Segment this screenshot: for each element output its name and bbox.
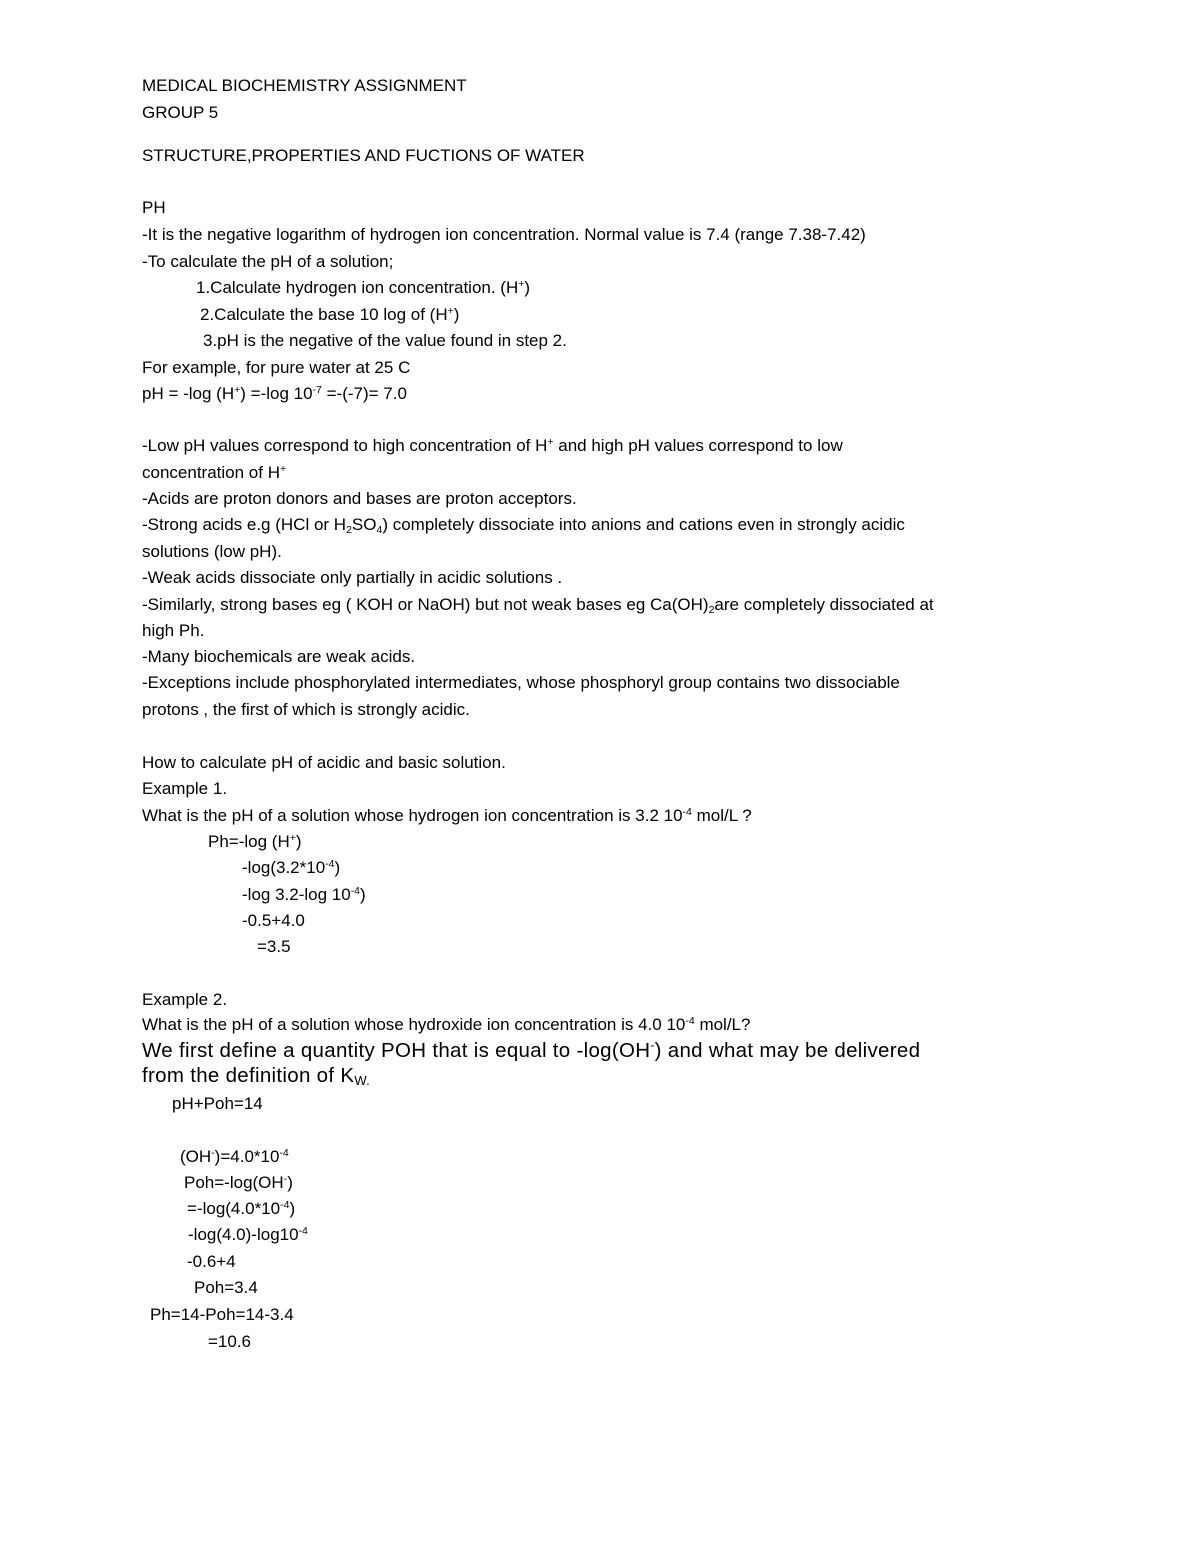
- note-strong-acids-cont: solutions (low pH).: [142, 542, 282, 561]
- example-1-step-3: -log 3.2-log $10^{-4}$): [242, 885, 366, 904]
- ph-definition: -It is the negative logarithm of hydrogen ion concentration. Normal value is 7.4 (range 7.38-7.42): [142, 225, 866, 244]
- poh-definition: We first define a quantity POH that is equal to -log(OH-) and what may be delivered: [142, 1038, 921, 1062]
- note-low-ph-cont: concentration of H+: [142, 463, 287, 482]
- example-2-result: =10.6: [208, 1332, 252, 1351]
- note-strong-bases-cont: high Ph.: [142, 621, 205, 640]
- example-2-step-2: $(OH^-)=4.0*10^{-4}$: [180, 1147, 289, 1166]
- note-strong-acids: -Strong acids e.g (HCl or $H_2SO_4$) completely dissociate into anions and cations even in strongly acidic: [142, 515, 905, 536]
- note-biochemicals: -Many biochemicals are weak acids.: [142, 647, 416, 666]
- note-acids-bases: -Acids are proton donors and bases are proton acceptors.: [142, 489, 577, 508]
- example-2-step-4: $=-\log(4.0*10^{-4})$: [187, 1199, 296, 1218]
- note-weak-acids: -Weak acids dissociate only partially in acidic solutions .: [142, 568, 563, 587]
- example-2-step-7: Poh=3.4: [194, 1278, 258, 1297]
- note-exceptions: -Exceptions include phosphorylated intermediates, whose phosphoryl group contains two dissociable: [142, 673, 900, 692]
- example-1-step-4: -0.5+4.0: [242, 911, 305, 930]
- ph-calc-intro: -To calculate the pH of a solution;: [142, 252, 394, 271]
- group-label: GROUP 5: [142, 103, 219, 122]
- example-intro: For example, for pure water at 25 C: [142, 358, 411, 377]
- note-low-ph: -Low pH values correspond to high concentration of H+ and high pH values correspond to low: [142, 436, 843, 455]
- example-2-step-3: Poh=-log(OH-): [184, 1173, 293, 1192]
- example-2-label: Example 2.: [142, 990, 228, 1009]
- example-equation: pH = -log (H+) =-log $10^{-7} =-(-7)= 7.0$: [142, 384, 407, 403]
- ph-step-1: 1.Calculate hydrogen ion concentration. (H+): [196, 278, 531, 297]
- ph-step-3: 3.pH is the negative of the value found in step 2.: [203, 331, 567, 350]
- note-exceptions-cont: protons , the first of which is strongly acidic.: [142, 700, 470, 719]
- note-strong-bases: -Similarly, strong bases eg ( KOH or NaOH) but not weak bases eg $Ca(OH)_2are$ completely dissociated at: [142, 595, 934, 616]
- example-1-step-2: $-\log(3.2*10^{-4})$: [242, 858, 341, 877]
- example-2-step-8: Ph=14-Poh=14-3.4: [150, 1305, 294, 1324]
- example-1-label: Example 1.: [142, 779, 228, 798]
- ph-step-2: 2.Calculate the base 10 log of (H+): [200, 305, 460, 324]
- calc-heading: How to calculate pH of acidic and basic solution.: [142, 753, 506, 772]
- example-1-result: =3.5: [257, 937, 291, 956]
- ph-heading: PH: [142, 198, 166, 217]
- document-title: MEDICAL BIOCHEMISTRY ASSIGNMENT: [142, 76, 467, 95]
- example-1-question: What is the pH of a solution whose hydrogen ion concentration is 3.2 $10^{-4}$ mol/L ?: [142, 806, 752, 825]
- example-1-step-1: Ph=-log (H+): [208, 832, 302, 851]
- topic-heading: STRUCTURE,PROPERTIES AND FUCTIONS OF WATER: [142, 146, 585, 165]
- example-2-step-6: -0.6+4: [187, 1252, 236, 1271]
- example-2-question: What is the pH of a solution whose hydroxide ion concentration is 4.0 $10^{-4}$ mol/L?: [142, 1015, 751, 1034]
- example-2-step-5: $-\log(4.0)-\log 10^{-4}$: [188, 1225, 308, 1244]
- example-2-step-1: pH+Poh=14: [172, 1094, 263, 1113]
- poh-definition-cont: from the definition of $K_{W.}$: [142, 1064, 371, 1088]
